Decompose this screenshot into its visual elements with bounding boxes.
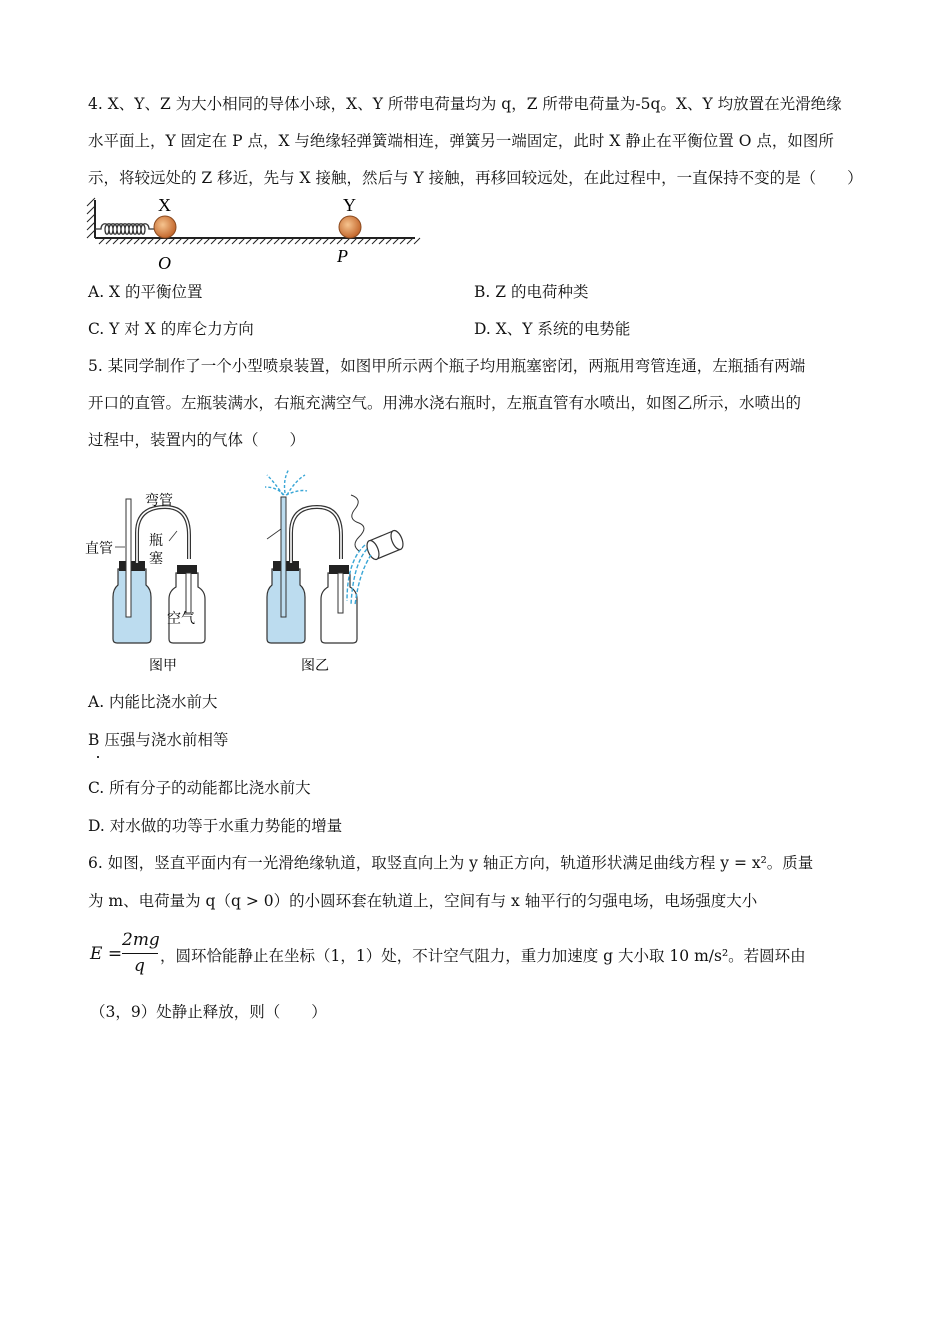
right-inner-tube-yi	[338, 573, 343, 613]
q6-line-1: 6. 如图，竖直平面内有一光滑绝缘轨道，取竖直向上为 y 轴正方向，轨道形状满足曲线方程 y = x²。质量	[88, 854, 814, 872]
q5-line-3: 过程中，装置内的气体（ ）	[88, 431, 306, 449]
q5-figure-yi	[255, 465, 415, 680]
ball-x	[154, 216, 176, 238]
q5-option-c[interactable]: C. 所有分子的动能都比浇水前大	[88, 779, 311, 797]
spring	[95, 224, 155, 235]
q4-option-c[interactable]: C. Y 对 X 的库仑力方向	[88, 320, 254, 338]
q5-option-b[interactable]: B 压强与浇水前相等	[88, 731, 229, 749]
left-stopper	[119, 561, 145, 571]
formula-numerator: 2mg	[122, 930, 160, 950]
q4-option-a[interactable]: A. X 的平衡位置	[88, 283, 203, 301]
q5-figure-jia	[85, 485, 220, 680]
bent-tube	[137, 507, 189, 563]
label-x: X	[158, 195, 171, 215]
label-jia: 图甲	[149, 659, 177, 674]
wall-hatch	[87, 198, 95, 238]
formula-denominator: q	[134, 956, 145, 976]
q4-option-b[interactable]: B. Z 的电荷种类	[474, 283, 589, 301]
label-straight-tube: 直管	[85, 542, 113, 557]
q6-line-4: （3，9）处静止释放，则（ ）	[90, 1003, 327, 1021]
label-y: Y	[343, 195, 356, 215]
left-bottle	[113, 569, 151, 643]
q4-figure	[85, 192, 425, 274]
straight-tube-yi	[281, 497, 286, 617]
right-inner-tube	[186, 573, 191, 613]
q6-line-3: ，圆环恰能静止在坐标（1，1）处，不计空气阻力，重力加速度 g 大小取 10 m/s²。若圆环由	[160, 947, 806, 965]
label-p: P	[337, 246, 348, 266]
fraction-bar	[122, 953, 158, 954]
straight-tube	[126, 499, 131, 617]
q5-option-a[interactable]: A. 内能比浇水前大	[88, 693, 218, 711]
steam-wave	[351, 495, 364, 551]
label-bent-tube: 弯管	[145, 494, 173, 509]
label-air: 空气	[167, 612, 195, 627]
water-spray	[265, 469, 307, 495]
q4-line-3: 示，将较远处的 Z 移近，先与 X 接触，然后与 Y 接触，再移回较远处，在此过程中，一直保持不变的是（ ）	[88, 169, 863, 187]
bent-tube-yi	[291, 507, 341, 563]
label-stopper-2: 塞	[149, 552, 163, 567]
label-o: O	[158, 253, 171, 273]
label-yi: 图乙	[301, 659, 329, 674]
formula-lhs: E =	[90, 944, 123, 964]
q6-line-2: 为 m、电荷量为 q（q > 0）的小圆环套在轨道上，空间有与 x 轴平行的匀强电场，电场强度大小	[88, 892, 758, 910]
ball-y	[339, 216, 361, 238]
q5-line-1: 5. 某同学制作了一个小型喷泉装置，如图甲所示两个瓶子均用瓶塞密闭，两瓶用弯管连通，左瓶插有两端	[88, 357, 806, 375]
q5-line-2: 开口的直管。左瓶装满水，右瓶充满空气。用沸水浇右瓶时，左瓶直管有水喷出，如图乙所示，水喷出的	[88, 394, 802, 412]
label-stopper-1: 瓶	[149, 534, 163, 549]
q5-option-d[interactable]: D. 对水做的功等于水重力势能的增量	[88, 817, 343, 835]
q4-line-1: 4. X、Y、Z 为大小相同的导体小球，X、Y 所带电荷量均为 q，Z 所带电荷量为-5q。X、Y 均放置在光滑绝缘	[88, 95, 842, 113]
formula-e	[90, 930, 160, 980]
stray-dot	[97, 756, 99, 758]
q4-line-2: 水平面上，Y 固定在 P 点，X 与绝缘轻弹簧端相连，弹簧另一端固定，此时 X 静止在平衡位置 O 点，如图所	[88, 132, 834, 150]
q4-option-d[interactable]: D. X、Y 系统的电势能	[474, 320, 631, 338]
